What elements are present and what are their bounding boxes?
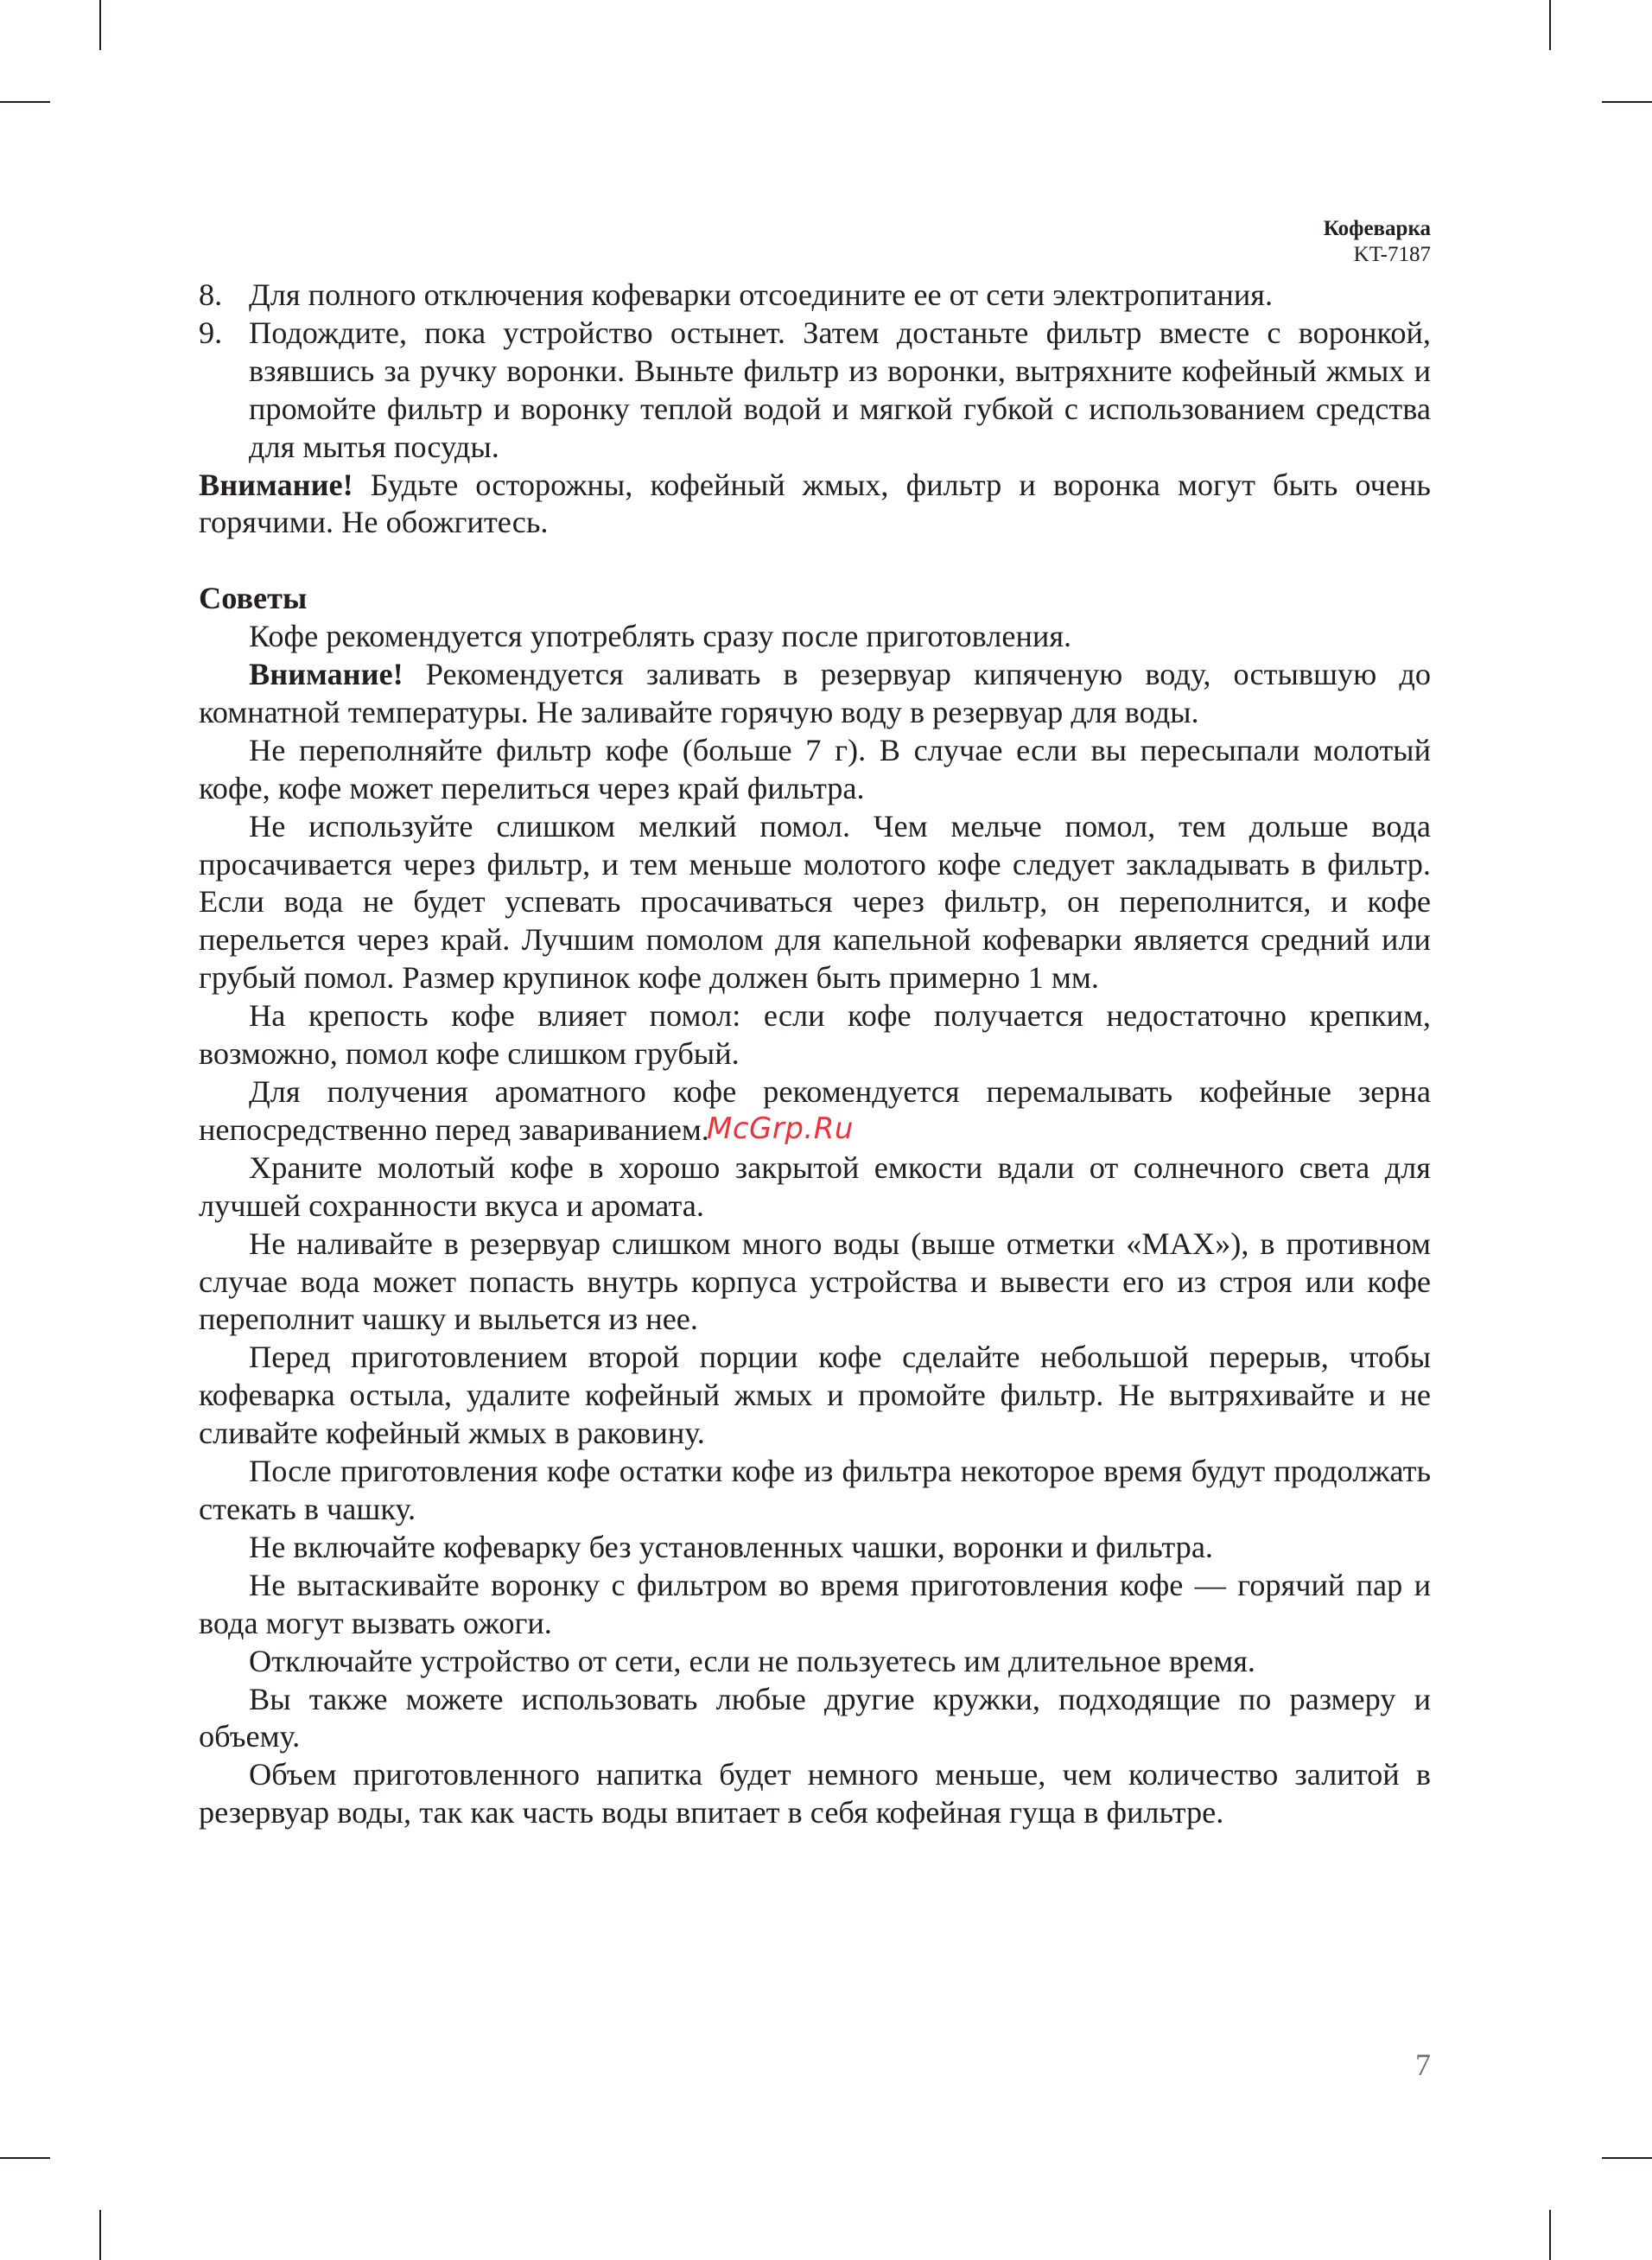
warning-text: Будьте осторожны, кофейный жмых, фильтр и воронка могут быть очень горячими. Не обожгитесь. bbox=[199, 467, 1431, 540]
warning-text: Рекомендуется заливать в резервуар кипяченую воду, остывшую до комнатной температуры. Не заливайте горячую воду в резервуар для воды. bbox=[199, 657, 1431, 729]
paragraph: Не включайте кофеварку без установленных чашки, воронки и фильтра. bbox=[249, 1529, 1214, 1564]
paragraph: Объем приготовленного напитка будет немного меньше, чем количество залитой в резервуар воды, так как часть воды впитает в себя кофейная гуща в фильтре. bbox=[199, 1757, 1431, 1830]
crop-mark bbox=[0, 101, 50, 103]
list-item-number: 9. bbox=[199, 315, 223, 350]
paragraph: Храните молотый кофе в хорошо закрытой емкости вдали от солнечного света для лучшей сохранности вкуса и аромата. bbox=[199, 1149, 1431, 1223]
list-item bbox=[199, 315, 1431, 467]
paragraph: Кофе рекомендуется употреблять сразу после приготовления. bbox=[249, 619, 1072, 654]
list-item-text: Подождите, пока устройство остынет. Затем достаньте фильтр вместе с воронкой, взявшись за ручку воронки. Выньте фильтр из воронки, вытряхните кофейный жмых и промойте фильтр и воронку теплой водой и мягкой губкой с использованием средства для мытья посуды. bbox=[249, 315, 1431, 464]
warning-paragraph bbox=[199, 467, 1431, 543]
page-content bbox=[199, 277, 1431, 1832]
paragraph: На крепость кофе влияет помол: если кофе получается недостаточно крепким, возможно, помол кофе слишком грубый. bbox=[199, 998, 1431, 1072]
paragraph: Не вытаскивайте воронку с фильтром во время приготовления кофе — горячий пар и вода могут вызвать ожоги. bbox=[199, 1567, 1431, 1640]
paragraph: После приготовления кофе остатки кофе из фильтра некоторое время будут продолжать стекать в чашку. bbox=[199, 1454, 1431, 1526]
list-item bbox=[199, 277, 1431, 315]
list-item-number: 8. bbox=[199, 277, 223, 312]
paragraph: Отключайте устройство от сети, если не пользуетесь им длительное время. bbox=[249, 1643, 1255, 1678]
crop-mark bbox=[1549, 0, 1551, 50]
watermark: McGrp.Ru bbox=[707, 1111, 854, 1146]
crop-mark bbox=[1602, 2157, 1652, 2159]
warning-label: Внимание! bbox=[199, 467, 353, 502]
section-title: Советы bbox=[199, 581, 308, 616]
header-title: Кофеварка bbox=[1323, 217, 1431, 240]
crop-mark bbox=[0, 2157, 50, 2159]
paragraph: Не переполняйте фильтр кофе (больше 7 г). В случае если вы пересыпали молотый кофе, кофе может перелиться через край фильтра. bbox=[199, 732, 1431, 805]
crop-mark bbox=[1549, 2210, 1551, 2260]
paragraph: Не используйте слишком мелкий помол. Чем мельче помол, тем дольше вода просачивается через фильтр, и тем меньше молотого кофе следует закладывать в фильтр. Если вода не будет успевать просачиваться через фильтр, он переполнится, и кофе перельется через край. Лучшим помолом для капельной кофеварки является средний или грубый помол. Размер крупинок кофе должен быть примерно 1 мм. bbox=[199, 808, 1431, 996]
page-number: 7 bbox=[1415, 2047, 1431, 2082]
spacer bbox=[199, 542, 1431, 580]
warning-paragraph bbox=[199, 656, 1431, 732]
crop-mark bbox=[1602, 101, 1652, 103]
list-item-text: Для полного отключения кофеварки отсоедините ее от сети электропитания. bbox=[249, 277, 1274, 312]
crop-mark bbox=[99, 2210, 101, 2260]
paragraph: Не наливайте в резервуар слишком много воды (выше отметки «MAX»), в противном случае вода может попасть внутрь корпуса устройства и вывести его из строя или кофе переполнит чашку и выльется из нее. bbox=[199, 1225, 1431, 1337]
running-header bbox=[1324, 216, 1431, 268]
header-model: KT-7187 bbox=[1353, 243, 1431, 266]
warning-label: Внимание! bbox=[249, 657, 403, 692]
crop-mark bbox=[99, 0, 101, 50]
paragraph: Перед приготовлением второй порции кофе сделайте небольшой перерыв, чтобы кофеварка остыла, удалите кофейный жмых и промойте фильтр. Не вытряхивайте и не сливайте кофейный жмых в раковину. bbox=[199, 1340, 1431, 1451]
paragraph: Вы также можете использовать любые другие кружки, подходящие по размеру и объему. bbox=[199, 1681, 1431, 1754]
paragraph: Для получения ароматного кофе рекомендуется перемалывать кофейные зерна непосредственно перед завариванием. bbox=[199, 1074, 1431, 1147]
